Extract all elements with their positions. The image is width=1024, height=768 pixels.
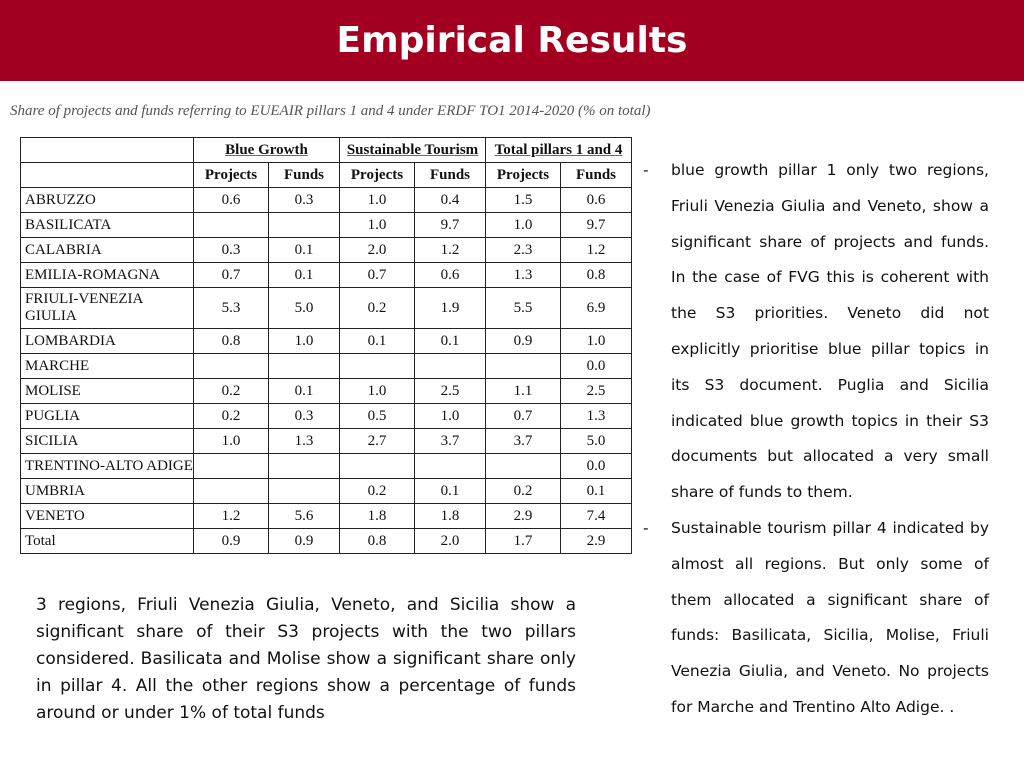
subheader-cell: Projects — [340, 163, 415, 188]
value-cell: 1.0 — [340, 188, 415, 213]
value-cell: 0.6 — [561, 188, 632, 213]
region-cell: MOLISE — [21, 379, 194, 404]
value-cell: 5.3 — [194, 288, 269, 329]
bullet-item-sustainable-tourism — [643, 511, 989, 726]
value-cell: 2.3 — [486, 238, 561, 263]
bullet-list — [643, 153, 989, 726]
bullet-text: blue growth pillar 1 only two regions, Friuli Venezia Giulia and Veneto, show a significant share of projects and funds. In the case of FVG this is coherent with the S3 priorities. Veneto did not explicitly prioritise blue pillar topics in its S3 document. Puglia and Sicilia indicated blue growth topics in their S3 documents but allocated a very small share of funds to them. — [671, 161, 989, 502]
table-row — [21, 454, 632, 479]
region-cell: BASILICATA — [21, 213, 194, 238]
value-cell: 1.1 — [486, 379, 561, 404]
value-cell: 1.0 — [269, 329, 340, 354]
value-cell: 1.8 — [415, 504, 486, 529]
value-cell: 1.2 — [561, 238, 632, 263]
table-row — [21, 504, 632, 529]
bullet-item-blue-growth — [643, 153, 989, 511]
value-cell: 0.7 — [486, 404, 561, 429]
value-cell — [194, 354, 269, 379]
value-cell: 1.2 — [415, 238, 486, 263]
table-row — [21, 188, 632, 213]
results-table — [20, 137, 632, 554]
value-cell: 2.7 — [340, 429, 415, 454]
value-cell: 0.8 — [561, 263, 632, 288]
bullet-dash: - — [643, 518, 649, 537]
value-cell: 1.2 — [194, 504, 269, 529]
results-table-container — [20, 137, 632, 554]
table-row — [21, 404, 632, 429]
value-cell — [269, 454, 340, 479]
value-cell: 0.8 — [340, 529, 415, 554]
value-cell: 0.1 — [269, 238, 340, 263]
value-cell: 0.1 — [561, 479, 632, 504]
table-corner-cell — [21, 163, 194, 188]
slide-title: Empirical Results — [336, 20, 688, 61]
region-cell: VENETO — [21, 504, 194, 529]
value-cell: 0.2 — [340, 288, 415, 329]
value-cell: 0.4 — [415, 188, 486, 213]
value-cell — [340, 454, 415, 479]
table-row — [21, 479, 632, 504]
value-cell: 0.1 — [269, 263, 340, 288]
value-cell: 1.5 — [486, 188, 561, 213]
table-caption: Share of projects and funds referring to EUEAIR pillars 1 and 4 under ERDF TO1 2014-2020 (% on total) — [10, 103, 651, 119]
value-cell: 0.6 — [415, 263, 486, 288]
value-cell: 2.0 — [415, 529, 486, 554]
value-cell: 2.5 — [561, 379, 632, 404]
value-cell: 0.9 — [486, 329, 561, 354]
value-cell: 0.2 — [340, 479, 415, 504]
value-cell: 0.6 — [194, 188, 269, 213]
value-cell: 0.3 — [194, 238, 269, 263]
value-cell: 0.3 — [269, 404, 340, 429]
table-row — [21, 429, 632, 454]
value-cell — [415, 454, 486, 479]
value-cell — [486, 454, 561, 479]
value-cell — [194, 454, 269, 479]
region-cell: UMBRIA — [21, 479, 194, 504]
value-cell: 0.2 — [486, 479, 561, 504]
table-corner-cell — [21, 138, 194, 163]
region-cell: CALABRIA — [21, 238, 194, 263]
value-cell: 1.0 — [486, 213, 561, 238]
group-header-total-pillars: Total pillars 1 and 4 — [486, 138, 632, 163]
value-cell: 0.9 — [269, 529, 340, 554]
value-cell: 1.8 — [340, 504, 415, 529]
value-cell: 9.7 — [561, 213, 632, 238]
group-header-sustainable-tourism: Sustainable Tourism — [340, 138, 486, 163]
table-row — [21, 288, 632, 329]
value-cell: 5.0 — [561, 429, 632, 454]
region-cell: SICILIA — [21, 429, 194, 454]
value-cell: 1.0 — [415, 404, 486, 429]
value-cell: 2.9 — [486, 504, 561, 529]
value-cell: 1.0 — [340, 379, 415, 404]
table-row — [21, 263, 632, 288]
subheader-cell: Projects — [486, 163, 561, 188]
value-cell: 6.9 — [561, 288, 632, 329]
region-cell: TRENTINO-ALTO ADIGE — [21, 454, 194, 479]
value-cell: 3.7 — [415, 429, 486, 454]
value-cell: 2.0 — [340, 238, 415, 263]
value-cell: 0.2 — [194, 404, 269, 429]
value-cell: 1.0 — [340, 213, 415, 238]
value-cell: 0.0 — [561, 354, 632, 379]
value-cell: 0.9 — [194, 529, 269, 554]
value-cell: 7.4 — [561, 504, 632, 529]
value-cell: 3.7 — [486, 429, 561, 454]
subheader-cell: Projects — [194, 163, 269, 188]
group-header-blue-growth: Blue Growth — [194, 138, 340, 163]
value-cell: 1.0 — [561, 329, 632, 354]
value-cell — [486, 354, 561, 379]
value-cell: 5.6 — [269, 504, 340, 529]
value-cell — [194, 213, 269, 238]
value-cell: 0.7 — [340, 263, 415, 288]
value-cell: 1.0 — [194, 429, 269, 454]
table-row — [21, 354, 632, 379]
table-group-header-row — [21, 138, 632, 163]
value-cell — [269, 213, 340, 238]
region-cell: LOMBARDIA — [21, 329, 194, 354]
region-cell: MARCHE — [21, 354, 194, 379]
summary-paragraph: 3 regions, Friuli Venezia Giulia, Veneto, and Sicilia show a significant share of their S3 projects with the two pillars considered. Basilicata and Molise show a significant share only in pillar 4. All the other regions show a percentage of funds around or under 1% of total funds — [36, 595, 576, 723]
table-row — [21, 379, 632, 404]
value-cell — [269, 354, 340, 379]
value-cell: 0.3 — [269, 188, 340, 213]
region-cell: FRIULI-VENEZIA GIULIA — [21, 288, 194, 329]
value-cell: 0.7 — [194, 263, 269, 288]
bullet-dash: - — [643, 161, 649, 179]
value-cell: 2.9 — [561, 529, 632, 554]
value-cell: 0.8 — [194, 329, 269, 354]
value-cell: 2.5 — [415, 379, 486, 404]
value-cell: 0.1 — [415, 479, 486, 504]
bullet-text: Sustainable tourism pillar 4 indicated by almost all regions. But only some of them allocated a significant share of funds: Basilicata, Sicilia, Molise, Friuli Venezia Giulia, and Veneto. No projects for Marche and Trentino Alto Adige. . — [671, 518, 989, 716]
value-cell: 0.2 — [194, 379, 269, 404]
value-cell: 1.3 — [561, 404, 632, 429]
table-row — [21, 329, 632, 354]
value-cell: 0.1 — [340, 329, 415, 354]
table-row — [21, 213, 632, 238]
value-cell: 1.3 — [486, 263, 561, 288]
value-cell: 1.7 — [486, 529, 561, 554]
value-cell: 0.0 — [561, 454, 632, 479]
value-cell: 5.5 — [486, 288, 561, 329]
subheader-cell: Funds — [269, 163, 340, 188]
region-cell: ABRUZZO — [21, 188, 194, 213]
value-cell: 5.0 — [269, 288, 340, 329]
results-table-body — [21, 138, 632, 554]
region-cell: EMILIA-ROMAGNA — [21, 263, 194, 288]
table-row — [21, 529, 632, 554]
value-cell — [340, 354, 415, 379]
region-cell: PUGLIA — [21, 404, 194, 429]
subheader-cell: Funds — [415, 163, 486, 188]
table-subheader-row — [21, 163, 632, 188]
value-cell: 1.3 — [269, 429, 340, 454]
value-cell: 0.1 — [415, 329, 486, 354]
value-cell: 9.7 — [415, 213, 486, 238]
value-cell: 1.9 — [415, 288, 486, 329]
table-row — [21, 238, 632, 263]
value-cell — [269, 479, 340, 504]
value-cell — [194, 479, 269, 504]
value-cell: 0.1 — [269, 379, 340, 404]
value-cell: 0.5 — [340, 404, 415, 429]
region-cell: Total — [21, 529, 194, 554]
value-cell — [415, 354, 486, 379]
subheader-cell: Funds — [561, 163, 632, 188]
